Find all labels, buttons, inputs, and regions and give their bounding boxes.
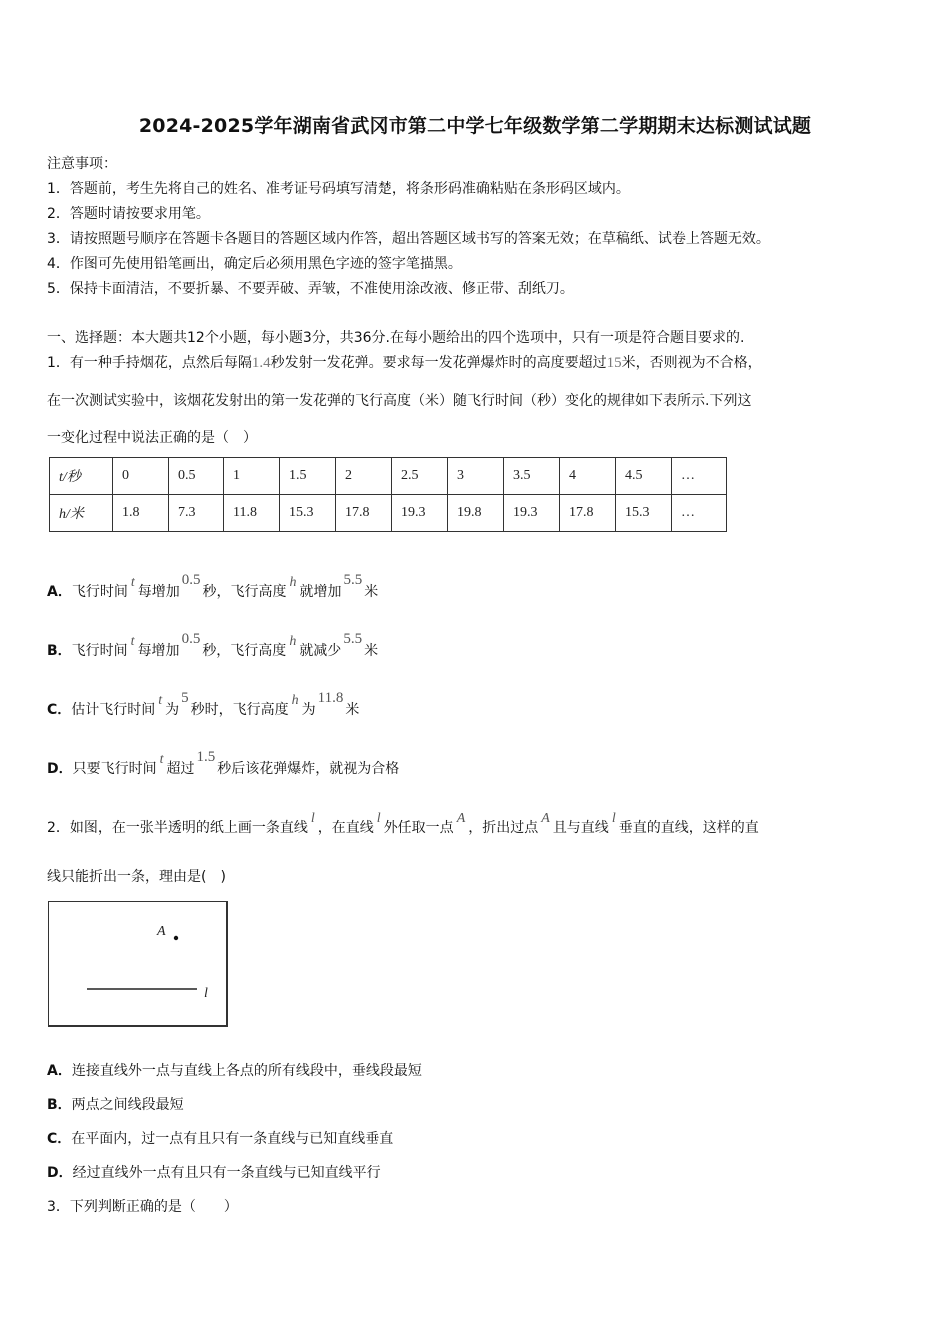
- table-cell: 15.3: [280, 495, 336, 532]
- table-cell: 2: [336, 458, 392, 495]
- table-cell: 11.8: [224, 495, 280, 532]
- figure-drawing: [49, 902, 226, 1025]
- note-item: 4．作图可先使用铅笔画出，确定后必须用黑色字迹的签字笔描黑。: [47, 256, 462, 272]
- question-1-line-2: 在一次测试实验中，该烟花发射出的第一发花弹的飞行高度（米）随飞行时间（秒）变化的规律如下表所示.下列这: [47, 393, 752, 409]
- q2-option-d: D．经过直线外一点有且只有一条直线与已知直线平行: [47, 1165, 381, 1181]
- q1-option-b: B．飞行时间t每增加0.5秒，飞行高度h就减少5.5米: [47, 631, 379, 659]
- table-cell: 3.5: [504, 458, 560, 495]
- page-title: 2024-2025学年湖南省武冈市第二中学七年级数学第二学期期末达标测试试题: [138, 115, 812, 137]
- table-cell: …: [672, 495, 727, 532]
- question-2-line-2: 线只能折出一条，理由是( ): [47, 869, 226, 885]
- table-cell: …: [672, 458, 727, 495]
- table-cell: 1.5: [280, 458, 336, 495]
- table-header-t: t/秒: [50, 458, 113, 495]
- question-2-line-1: 2．如图，在一张半透明的纸上画一条直线l，在直线l外任取一点A，折出过点A且与直线l垂直的直线，这样的直: [47, 811, 759, 836]
- table-cell: 0.5: [169, 458, 224, 495]
- table-cell: 19.8: [448, 495, 504, 532]
- table-cell: 4.5: [616, 458, 672, 495]
- table-cell: 2.5: [392, 458, 448, 495]
- note-item: 3．请按照题号顺序在答题卡各题目的答题区域内作答，超出答题区域书写的答案无效；在草稿纸、试卷上答题无效。: [47, 231, 770, 247]
- table-cell: 17.8: [560, 495, 616, 532]
- q1-option-a: A．飞行时间t每增加0.5秒，飞行高度h就增加5.5米: [47, 572, 379, 600]
- note-item: 2．答题时请按要求用笔。: [47, 206, 210, 222]
- q1-option-d: D．只要飞行时间t超过1.5秒后该花弹爆炸，就视为合格: [47, 749, 400, 777]
- table-row-height: [50, 495, 727, 532]
- flight-data-table: [49, 457, 727, 532]
- notes-heading: 注意事项：: [47, 156, 117, 172]
- table-row-time: [50, 458, 727, 495]
- line-l-label: l: [204, 986, 208, 1001]
- table-cell: 7.3: [169, 495, 224, 532]
- table-cell: 1.8: [113, 495, 169, 532]
- note-item: 5．保持卡面清洁，不要折暴、不要弄破、弄皱，不准使用涂改液、修正带、刮纸刀。: [47, 281, 574, 297]
- question-1-line-3: 一变化过程中说法正确的是（ ）: [47, 430, 257, 446]
- table-cell: 19.3: [504, 495, 560, 532]
- table-cell: 3: [448, 458, 504, 495]
- section-heading: 一、选择题：本大题共12个小题，每小题3分，共36分.在每小题给出的四个选项中，只有一项是符合题目要求的.: [47, 330, 745, 346]
- table-cell: 15.3: [616, 495, 672, 532]
- question-3: 3．下列判断正确的是（ ）: [47, 1199, 238, 1215]
- point-a-label: A: [157, 924, 166, 939]
- table-cell: 19.3: [392, 495, 448, 532]
- table-cell: 0: [113, 458, 169, 495]
- point-a: [174, 936, 178, 940]
- table-header-h: h/米: [50, 495, 113, 532]
- note-item: 1．答题前，考生先将自己的姓名、准考证号码填写清楚，将条形码准确粘贴在条形码区域内。: [47, 181, 630, 197]
- table-cell: 17.8: [336, 495, 392, 532]
- table-cell: 1: [224, 458, 280, 495]
- fold-figure: [48, 901, 228, 1027]
- table-cell: 4: [560, 458, 616, 495]
- question-1-line-1: 1．有一种手持烟花，点然后每隔1.4秒发射一发花弹。要求每一发花弹爆炸时的高度要超过15米，否则视为不合格，: [47, 355, 762, 371]
- q2-option-c: C．在平面内，过一点有且只有一条直线与已知直线垂直: [47, 1131, 394, 1147]
- q2-option-b: B．两点之间线段最短: [47, 1097, 184, 1113]
- q1-option-c: C．估计飞行时间t为5秒时，飞行高度h为11.8米: [47, 690, 360, 718]
- q2-option-a: A．连接直线外一点与直线上各点的所有线段中，垂线段最短: [47, 1063, 422, 1079]
